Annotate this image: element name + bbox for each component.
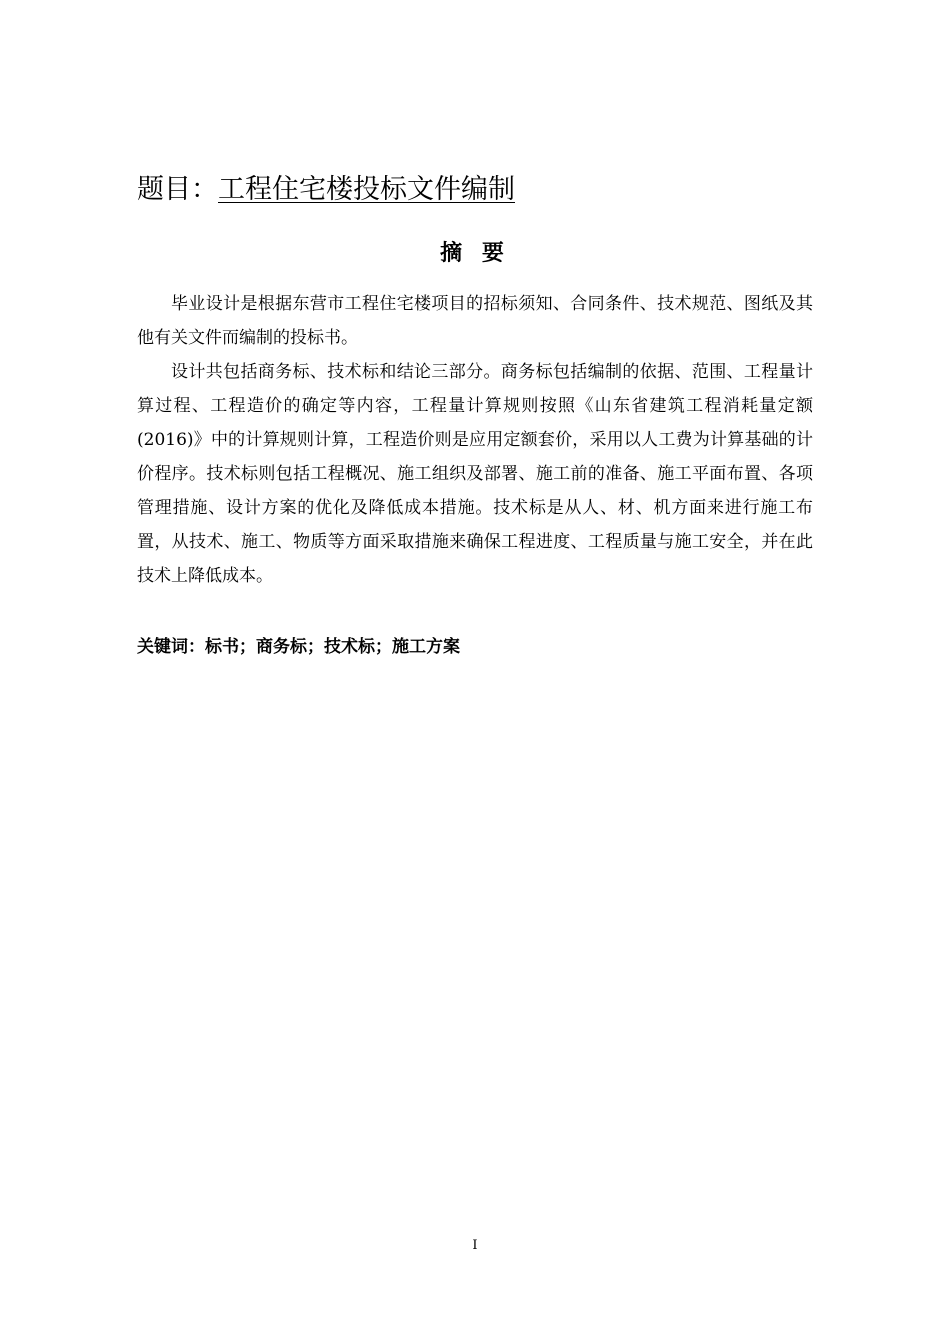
keywords-line (137, 632, 460, 662)
title-text: 工程住宅楼投标文件编制 (218, 174, 515, 205)
page-number: I (472, 1238, 478, 1253)
thesis-title (137, 170, 515, 210)
abstract-paragraph-2: 设计共包括商务标、技术标和结论三部分。商务标包括编制的依据、范围、工程量计算过程、工程造价的确定等内容，工程量计算规则按照《山东省建筑工程消耗量定额(2016)》中的计算规则计算，工程造价则是应用定额套价，采用以人工费为计算基础的计价程序。技术标则包括工程概况、施工组织及部署、施工前的准备、施工平面布置、各项管理措施、设计方案的优化及降低成本措施。技术标是从人、材、机方面来进行施工布置，从技术、施工、物质等方面采取措施来确保工程进度、工程质量与施工安全，并在此技术上降低成本。 (137, 362, 813, 586)
title-prefix: 题目： (137, 174, 218, 205)
abstract-paragraph-1: 毕业设计是根据东营市工程住宅楼项目的招标须知、合同条件、技术规范、图纸及其他有关文件而编制的投标书。 (137, 294, 813, 348)
abstract-heading: 摘 要 (440, 241, 510, 266)
keywords-text: 标书；商务标；技术标；施工方案 (205, 637, 460, 657)
keywords-label: 关键词： (137, 637, 205, 657)
abstract-body (137, 287, 813, 593)
